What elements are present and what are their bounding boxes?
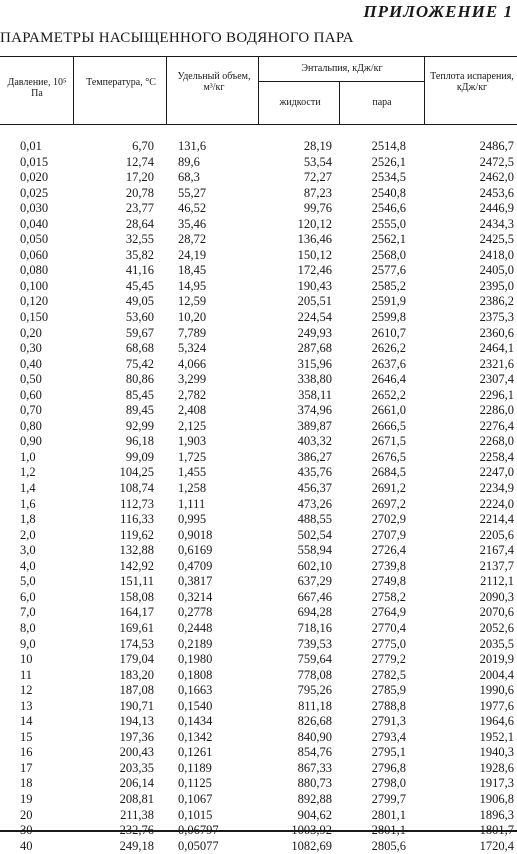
table-cell: 12,74 bbox=[125, 154, 154, 169]
table-cell: 174,53 bbox=[119, 636, 154, 651]
table-cell: 249,93 bbox=[297, 325, 332, 340]
table-cell: 2214,4 bbox=[479, 512, 514, 527]
header-divider-2 bbox=[166, 57, 167, 124]
table-cell: 0,1540 bbox=[178, 698, 213, 713]
table-cell: 2321,6 bbox=[479, 356, 514, 371]
table-cell: 0,60 bbox=[20, 387, 42, 402]
table-cell: 2395,0 bbox=[479, 278, 514, 293]
table-cell: 0,01 bbox=[20, 139, 42, 153]
table-cell: 7,0 bbox=[20, 605, 36, 620]
table-cell: 2652,2 bbox=[371, 387, 406, 402]
table-cell: 30 bbox=[20, 823, 33, 838]
table-cell: 2052,6 bbox=[479, 620, 514, 635]
table-cell: 164,17 bbox=[119, 605, 154, 620]
table-cell: 24,19 bbox=[178, 247, 207, 262]
table-cell: 2591,9 bbox=[371, 294, 406, 309]
table-cell: 4,0 bbox=[20, 558, 36, 573]
table-cell: 403,32 bbox=[297, 434, 332, 449]
table-cell: 694,28 bbox=[297, 605, 332, 620]
table-cell: 200,43 bbox=[119, 745, 154, 760]
table-cell: 473,26 bbox=[297, 496, 332, 511]
table-cell: 826,68 bbox=[297, 714, 332, 729]
table-cell: 0,6169 bbox=[178, 543, 213, 558]
table-cell: 502,54 bbox=[297, 527, 332, 542]
table-cell: 0,90 bbox=[20, 434, 42, 449]
table-cell: 1990,6 bbox=[479, 683, 514, 698]
table-cell: 389,87 bbox=[297, 418, 332, 433]
table-cell: 0,40 bbox=[20, 356, 42, 371]
column-specific-volume bbox=[178, 139, 250, 854]
table-cell: 28,19 bbox=[303, 139, 332, 153]
table-cell: 2568,0 bbox=[371, 247, 406, 262]
header-temperature: Температура, °С bbox=[86, 77, 156, 88]
table-cell: 1917,3 bbox=[479, 776, 514, 791]
table-cell: 2684,5 bbox=[371, 465, 406, 480]
table-cell: 0,3817 bbox=[178, 574, 213, 589]
table-cell: 2676,5 bbox=[371, 449, 406, 464]
table-cell: 15 bbox=[20, 729, 33, 744]
table-cell: 55,27 bbox=[178, 185, 207, 200]
table-cell: 2764,9 bbox=[371, 605, 406, 620]
table-cell: 386,27 bbox=[297, 449, 332, 464]
table-cell: 169,61 bbox=[119, 620, 154, 635]
table-cell: 880,73 bbox=[297, 776, 332, 791]
table-cell: 0,9018 bbox=[178, 527, 213, 542]
table-cell: 1940,3 bbox=[479, 745, 514, 760]
table-cell: 0,3214 bbox=[178, 589, 213, 604]
table-cell: 2070,6 bbox=[479, 605, 514, 620]
table-cell: 6,0 bbox=[20, 589, 36, 604]
table-cell: 0,025 bbox=[20, 185, 49, 200]
table-title: ПАРАМЕТРЫ НАСЫЩЕННОГО ВОДЯНОГО ПАРА bbox=[0, 30, 354, 46]
table-cell: 1,455 bbox=[178, 465, 207, 480]
table-cell: 2,782 bbox=[178, 387, 207, 402]
table-cell: 1977,6 bbox=[479, 698, 514, 713]
table-cell: 0,050 bbox=[20, 232, 49, 247]
table-cell: 667,46 bbox=[297, 589, 332, 604]
header-divider-4 bbox=[339, 81, 340, 124]
appendix-heading: ПРИЛОЖЕНИЕ 1 bbox=[363, 2, 513, 21]
table-cell: 2782,5 bbox=[371, 667, 406, 682]
table-cell: 232,76 bbox=[119, 823, 154, 838]
table-cell: 197,36 bbox=[119, 729, 154, 744]
table-cell: 2801,1 bbox=[371, 807, 406, 822]
table-cell: 338,80 bbox=[297, 372, 332, 387]
table-cell: 85,45 bbox=[125, 387, 154, 402]
table-cell: 2234,9 bbox=[479, 481, 514, 496]
table-cell: 11 bbox=[20, 667, 33, 682]
table-cell: 0,50 bbox=[20, 372, 42, 387]
table-cell: 2296,1 bbox=[479, 387, 514, 402]
table-cell: 158,08 bbox=[119, 589, 154, 604]
table-cell: 0,4709 bbox=[178, 558, 213, 573]
table-cell: 59,67 bbox=[125, 325, 154, 340]
table-cell: 142,92 bbox=[119, 558, 154, 573]
table-cell: 18 bbox=[20, 776, 33, 791]
table-cell: 2661,0 bbox=[371, 403, 406, 418]
table-cell: 19 bbox=[20, 791, 33, 806]
table-cell: 1,725 bbox=[178, 449, 207, 464]
enthalpy-underline bbox=[258, 81, 424, 82]
table-cell: 99,09 bbox=[125, 449, 154, 464]
header-enthalpy-steam: пара bbox=[372, 97, 392, 108]
table-cell: 75,42 bbox=[125, 356, 154, 371]
table-cell: 435,76 bbox=[297, 465, 332, 480]
table-cell: 17,20 bbox=[125, 170, 154, 185]
table-cell: 151,11 bbox=[120, 574, 154, 589]
table-cell: 0,1067 bbox=[178, 791, 213, 806]
table-cell: 10 bbox=[20, 652, 33, 667]
table-cell: 0,20 bbox=[20, 325, 42, 340]
table-cell: 2004,4 bbox=[479, 667, 514, 682]
table-cell: 49,05 bbox=[125, 294, 154, 309]
table-cell: 2286,0 bbox=[479, 403, 514, 418]
table-cell: 14 bbox=[20, 714, 33, 729]
table-cell: 2418,0 bbox=[479, 247, 514, 262]
table-cell: 287,68 bbox=[297, 341, 332, 356]
table-cell: 2,408 bbox=[178, 403, 207, 418]
table-cell: 203,35 bbox=[119, 760, 154, 775]
table-cell: 35,82 bbox=[125, 247, 154, 262]
table-cell: 46,52 bbox=[178, 201, 207, 216]
table-cell: 2758,2 bbox=[371, 589, 406, 604]
table-cell: 892,88 bbox=[297, 791, 332, 806]
table-cell: 358,11 bbox=[298, 387, 332, 402]
table-cell: 811,18 bbox=[298, 698, 332, 713]
table-cell: 2405,0 bbox=[479, 263, 514, 278]
table-cell: 1,258 bbox=[178, 481, 207, 496]
table-cell: 2472,5 bbox=[479, 154, 514, 169]
table-cell: 53,54 bbox=[303, 154, 332, 169]
table-cell: 1952,1 bbox=[479, 729, 514, 744]
table-cell: 1906,8 bbox=[479, 791, 514, 806]
table-cell: 558,94 bbox=[297, 543, 332, 558]
table-cell: 206,14 bbox=[119, 776, 154, 791]
table-cell: 867,33 bbox=[297, 760, 332, 775]
header-enthalpy-liquid: жидкости bbox=[279, 97, 321, 108]
table-cell: 92,99 bbox=[125, 418, 154, 433]
table-cell: 2307,4 bbox=[479, 372, 514, 387]
table-cell: 2425,5 bbox=[479, 232, 514, 247]
table-cell: 2788,8 bbox=[371, 698, 406, 713]
table-cell: 2785,9 bbox=[371, 683, 406, 698]
table-cell: 3,0 bbox=[20, 543, 36, 558]
table-cell: 104,25 bbox=[119, 465, 154, 480]
table-cell: 2770,4 bbox=[371, 620, 406, 635]
table-cell: 80,86 bbox=[125, 372, 154, 387]
table-cell: 2276,4 bbox=[479, 418, 514, 433]
table-cell: 2534,5 bbox=[371, 170, 406, 185]
table-cell: 2626,2 bbox=[371, 341, 406, 356]
table-cell: 854,76 bbox=[297, 745, 332, 760]
table-cell: 0,06797 bbox=[178, 823, 219, 838]
table-cell: 2739,8 bbox=[371, 558, 406, 573]
table-cell: 2224,0 bbox=[479, 496, 514, 511]
table-cell: 1801,7 bbox=[479, 823, 514, 838]
table-cell: 4,066 bbox=[178, 356, 207, 371]
table-cell: 2691,2 bbox=[371, 481, 406, 496]
table-cell: 99,76 bbox=[303, 201, 332, 216]
table-cell: 35,46 bbox=[178, 216, 207, 231]
table-cell: 1,2 bbox=[20, 465, 36, 480]
table-cell: 2791,3 bbox=[371, 714, 406, 729]
table-cell: 0,1189 bbox=[178, 760, 212, 775]
table-cell: 8,0 bbox=[20, 620, 36, 635]
table-cell: 2775,0 bbox=[371, 636, 406, 651]
table-cell: 2610,7 bbox=[371, 325, 406, 340]
table-cell: 718,16 bbox=[297, 620, 332, 635]
table-cell: 108,74 bbox=[119, 481, 154, 496]
table-cell: 41,16 bbox=[125, 263, 154, 278]
table-cell: 1896,3 bbox=[479, 807, 514, 822]
table-cell: 759,64 bbox=[297, 652, 332, 667]
table-cell: 5,324 bbox=[178, 341, 207, 356]
table-cell: 28,64 bbox=[125, 216, 154, 231]
header-pressure: Давление, 10⁵ Па bbox=[7, 77, 67, 99]
table-cell: 224,54 bbox=[297, 310, 332, 325]
table-cell: 183,20 bbox=[119, 667, 154, 682]
table-cell: 2707,9 bbox=[371, 527, 406, 542]
table-cell: 208,81 bbox=[119, 791, 154, 806]
table-cell: 0,080 bbox=[20, 263, 49, 278]
table-cell: 0,05077 bbox=[178, 838, 219, 853]
table-cell: 2671,5 bbox=[371, 434, 406, 449]
table-cell: 2019,9 bbox=[479, 652, 514, 667]
table-cell: 2035,5 bbox=[479, 636, 514, 651]
table-cell: 2798,0 bbox=[371, 776, 406, 791]
table-cell: 0,30 bbox=[20, 341, 42, 356]
table-cell: 2779,2 bbox=[371, 652, 406, 667]
table-cell: 2462,0 bbox=[479, 170, 514, 185]
table-cell: 131,6 bbox=[178, 139, 207, 153]
table-cell: 190,43 bbox=[297, 278, 332, 293]
table-cell: 7,789 bbox=[178, 325, 207, 340]
table-cell: 53,60 bbox=[125, 310, 154, 325]
table-cell: 2360,6 bbox=[479, 325, 514, 340]
table-cell: 739,53 bbox=[297, 636, 332, 651]
table-cell: 119,62 bbox=[120, 527, 154, 542]
table-cell: 0,2189 bbox=[178, 636, 213, 651]
table-cell: 28,72 bbox=[178, 232, 207, 247]
table-cell: 0,015 bbox=[20, 154, 49, 169]
table-cell: 2796,8 bbox=[371, 760, 406, 775]
table-cell: 45,45 bbox=[125, 278, 154, 293]
table-cell: 32,55 bbox=[125, 232, 154, 247]
table-cell: 0,1342 bbox=[178, 729, 213, 744]
table-cell: 2697,2 bbox=[371, 496, 406, 511]
table-cell: 0,1125 bbox=[178, 776, 212, 791]
table-cell: 0,120 bbox=[20, 294, 49, 309]
table-cell: 136,46 bbox=[297, 232, 332, 247]
table-cell: 17 bbox=[20, 760, 33, 775]
table-cell: 374,96 bbox=[297, 403, 332, 418]
table-cell: 2386,2 bbox=[479, 294, 514, 309]
table-cell: 2205,6 bbox=[479, 527, 514, 542]
table-cell: 2137,7 bbox=[479, 558, 514, 573]
table-cell: 2446,9 bbox=[479, 201, 514, 216]
table-cell: 211,38 bbox=[120, 807, 154, 822]
table-cell: 778,08 bbox=[297, 667, 332, 682]
table-cell: 0,1261 bbox=[178, 745, 213, 760]
table-cell: 2702,9 bbox=[371, 512, 406, 527]
table-cell: 0,030 bbox=[20, 201, 49, 216]
table-cell: 2726,4 bbox=[371, 543, 406, 558]
table-cell: 0,80 bbox=[20, 418, 42, 433]
table-cell: 2167,4 bbox=[479, 543, 514, 558]
header-enthalpy: Энтальпия, кДж/кг bbox=[301, 63, 383, 74]
table-cell: 20,78 bbox=[125, 185, 154, 200]
table-cell: 2546,6 bbox=[371, 201, 406, 216]
table-cell: 13 bbox=[20, 698, 33, 713]
column-temperature bbox=[84, 139, 154, 854]
table-cell: 488,55 bbox=[297, 512, 332, 527]
table-cell: 1,0 bbox=[20, 449, 36, 464]
table-cell: 2486,7 bbox=[479, 139, 514, 153]
table-cell: 10,20 bbox=[178, 310, 207, 325]
table-cell: 23,77 bbox=[125, 201, 154, 216]
column-enthalpy-liquid bbox=[262, 139, 332, 854]
table-cell: 72,27 bbox=[303, 170, 332, 185]
table-cell: 6,70 bbox=[132, 139, 154, 153]
table-cell: 1,6 bbox=[20, 496, 36, 511]
table-cell: 18,45 bbox=[178, 263, 207, 278]
table-cell: 2599,8 bbox=[371, 310, 406, 325]
table-cell: 205,51 bbox=[297, 294, 332, 309]
table-cell: 0,1808 bbox=[178, 667, 213, 682]
table-cell: 2666,5 bbox=[371, 418, 406, 433]
table-cell: 2540,8 bbox=[371, 185, 406, 200]
table-cell: 2,0 bbox=[20, 527, 36, 542]
table-cell: 132,88 bbox=[119, 543, 154, 558]
table-cell: 112,73 bbox=[120, 496, 154, 511]
table-cell: 0,995 bbox=[178, 512, 207, 527]
table-cell: 1,8 bbox=[20, 512, 36, 527]
table-cell: 116,33 bbox=[120, 512, 154, 527]
table-cell: 20 bbox=[20, 807, 33, 822]
table-cell: 2434,3 bbox=[479, 216, 514, 231]
table-cell: 2555,0 bbox=[371, 216, 406, 231]
table-cell: 2805,6 bbox=[371, 838, 406, 853]
table-cell: 2464,1 bbox=[479, 341, 514, 356]
table-cell: 0,70 bbox=[20, 403, 42, 418]
table-cell: 0,100 bbox=[20, 278, 49, 293]
table-cell: 0,150 bbox=[20, 310, 49, 325]
table-cell: 194,13 bbox=[119, 714, 154, 729]
table-cell: 0,060 bbox=[20, 247, 49, 262]
table-cell: 0,2778 bbox=[178, 605, 213, 620]
table-cell: 456,37 bbox=[297, 481, 332, 496]
table-cell: 1,4 bbox=[20, 481, 36, 496]
header-divider-3 bbox=[258, 57, 259, 124]
table-cell: 0,2448 bbox=[178, 620, 213, 635]
table-cell: 2799,7 bbox=[371, 791, 406, 806]
table-cell: 249,18 bbox=[119, 838, 154, 853]
table-cell: 1928,6 bbox=[479, 760, 514, 775]
column-enthalpy-steam bbox=[344, 139, 406, 854]
table-cell: 68,68 bbox=[125, 341, 154, 356]
table-cell: 2585,2 bbox=[371, 278, 406, 293]
table-cell: 2795,1 bbox=[371, 745, 406, 760]
table-cell: 795,26 bbox=[297, 683, 332, 698]
table-cell: 2577,6 bbox=[371, 263, 406, 278]
table-cell: 1,111 bbox=[178, 496, 206, 511]
table-cell: 0,1663 bbox=[178, 683, 213, 698]
header-divider-1 bbox=[73, 57, 74, 124]
table-cell: 1720,4 bbox=[479, 838, 514, 853]
table-cell: 5,0 bbox=[20, 574, 36, 589]
table-cell: 904,62 bbox=[297, 807, 332, 822]
table-cell: 172,46 bbox=[297, 263, 332, 278]
table-cell: 0,1015 bbox=[178, 807, 213, 822]
table-cell: 2268,0 bbox=[479, 434, 514, 449]
table-cell: 2793,4 bbox=[371, 729, 406, 744]
header-bottom-rule bbox=[0, 124, 517, 125]
table-cell: 0,040 bbox=[20, 216, 49, 231]
table-cell: 187,08 bbox=[119, 683, 154, 698]
table-cell: 2526,1 bbox=[371, 154, 406, 169]
table-cell: 0,1980 bbox=[178, 652, 213, 667]
table-cell: 68,3 bbox=[178, 170, 200, 185]
table-cell: 2453,6 bbox=[479, 185, 514, 200]
table-cell: 0,1434 bbox=[178, 714, 213, 729]
table-cell: 14,95 bbox=[178, 278, 207, 293]
table-cell: 179,04 bbox=[119, 652, 154, 667]
column-heat-of-vaporization bbox=[430, 139, 514, 854]
table-cell: 2801,1 bbox=[371, 823, 406, 838]
table-cell: 3,299 bbox=[178, 372, 207, 387]
table-cell: 2637,6 bbox=[371, 356, 406, 371]
table-cell: 9,0 bbox=[20, 636, 36, 651]
table-cell: 40 bbox=[20, 838, 33, 853]
table-cell: 0,020 bbox=[20, 170, 49, 185]
table-cell: 89,45 bbox=[125, 403, 154, 418]
table-cell: 1,903 bbox=[178, 434, 207, 449]
table-cell: 89,6 bbox=[178, 154, 200, 169]
table-cell: 2258,4 bbox=[479, 449, 514, 464]
table-cell: 96,18 bbox=[125, 434, 154, 449]
table-cell: 2514,8 bbox=[371, 139, 406, 153]
header-specific-volume: Удельный объем, м³/кг bbox=[177, 71, 251, 93]
table-cell: 1003,92 bbox=[291, 823, 332, 838]
table-cell: 2,125 bbox=[178, 418, 207, 433]
column-pressure bbox=[20, 139, 70, 854]
table-cell: 12 bbox=[20, 683, 33, 698]
table-cell: 2247,0 bbox=[479, 465, 514, 480]
table-cell: 1082,69 bbox=[291, 838, 332, 853]
table-cell: 315,96 bbox=[297, 356, 332, 371]
header-heat-of-vaporization: Теплота испарения, кДж/кг bbox=[430, 71, 514, 93]
header-divider-5 bbox=[424, 57, 425, 124]
table-cell: 12,59 bbox=[178, 294, 207, 309]
table-cell: 120,12 bbox=[297, 216, 332, 231]
table-cell: 2749,8 bbox=[371, 574, 406, 589]
table-cell: 840,90 bbox=[297, 729, 332, 744]
table-cell: 2090,3 bbox=[479, 589, 514, 604]
table-cell: 1964,6 bbox=[479, 714, 514, 729]
table-cell: 602,10 bbox=[297, 558, 332, 573]
table-cell: 2375,3 bbox=[479, 310, 514, 325]
table-cell: 150,12 bbox=[297, 247, 332, 262]
table-cell: 2646,4 bbox=[371, 372, 406, 387]
table-cell: 2562,1 bbox=[371, 232, 406, 247]
table-cell: 2112,1 bbox=[480, 574, 514, 589]
table-cell: 87,23 bbox=[303, 185, 332, 200]
table-cell: 637,29 bbox=[297, 574, 332, 589]
table-cell: 190,71 bbox=[119, 698, 154, 713]
table-cell: 16 bbox=[20, 745, 33, 760]
